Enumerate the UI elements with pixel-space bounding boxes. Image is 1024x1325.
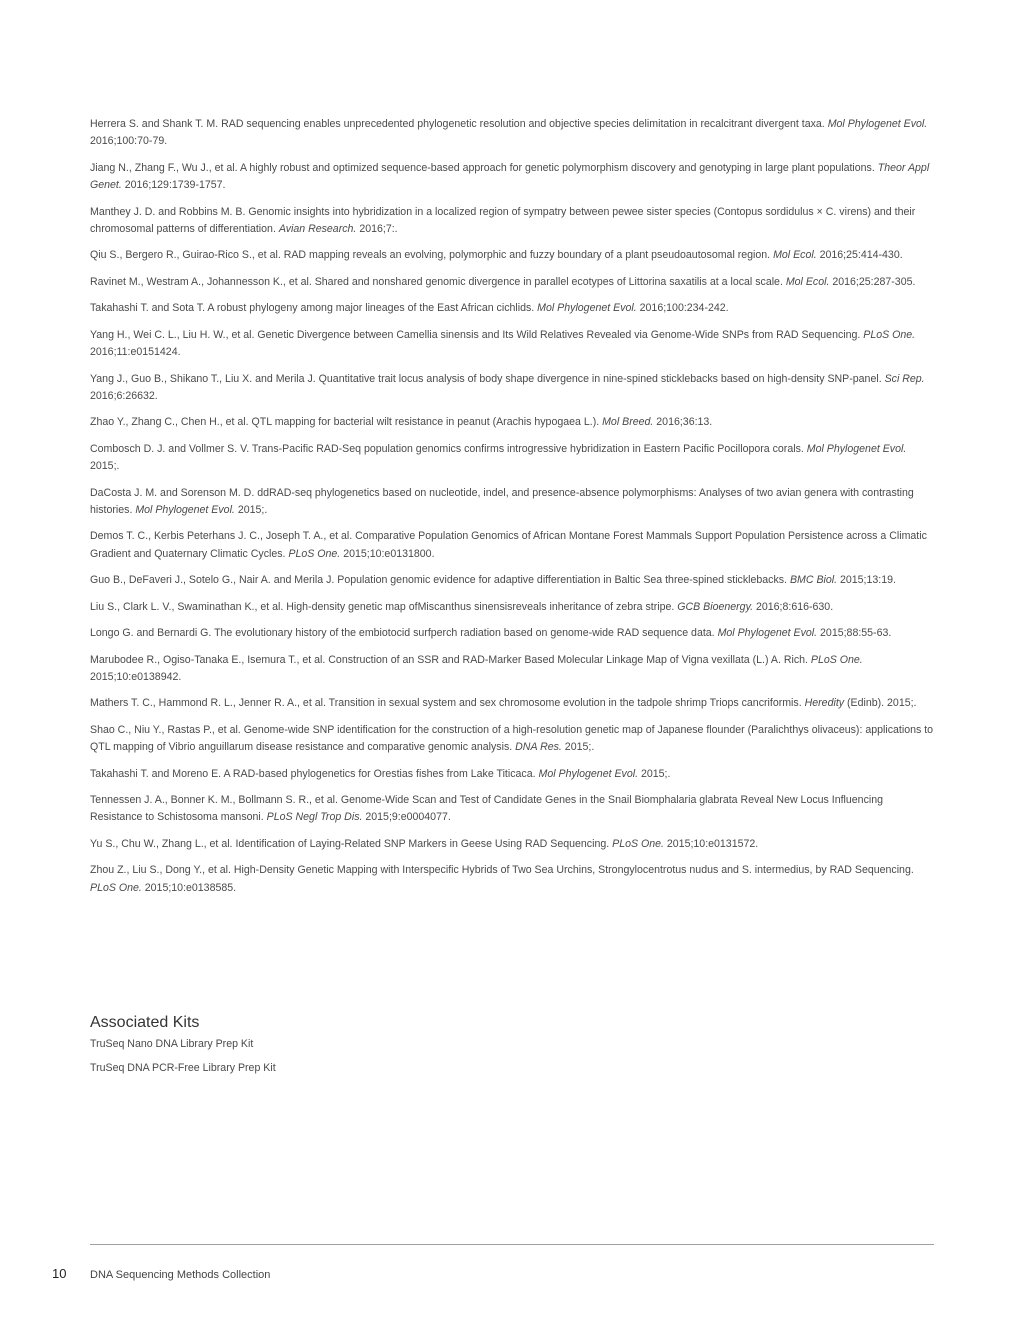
reference-text: Herrera S. and Shank T. M. RAD sequencing enables unprecedented phylogenetic resolution and objective species delimitation in recalcitrant divergent taxa.	[90, 118, 828, 130]
reference-item	[90, 204, 936, 239]
reference-citation: (Edinb). 2015;.	[844, 697, 917, 710]
reference-text: Guo B., DeFaveri J., Sotelo G., Nair A. and Merila J. Population genomic evidence for adaptive differentiation in Baltic Sea three-spined sticklebacks.	[90, 574, 790, 587]
reference-item	[90, 414, 936, 431]
reference-item	[90, 371, 936, 406]
reference-journal: Mol Ecol.	[773, 249, 817, 262]
reference-journal: Avian Research.	[278, 222, 357, 235]
reference-citation: 2016;6:26632.	[90, 389, 158, 402]
reference-text: Zhao Y., Zhang C., Chen H., et al. QTL mapping for bacterial wilt resistance in peanut (Arachis hypogaea L.).	[90, 416, 603, 429]
reference-journal: Mol Breed.	[602, 416, 654, 429]
reference-citation: 2015;13:19.	[837, 574, 896, 587]
reference-citation: 2015;.	[90, 460, 120, 473]
reference-item	[90, 116, 936, 151]
reference-text: Liu S., Clark L. V., Swaminathan K., et al. High-density genetic map ofMiscanthus sinensisreveals inheritance of zebra stripe.	[90, 600, 678, 613]
reference-text: Yang H., Wei C. L., Liu H. W., et al. Genetic Divergence between Camellia sinensis and Its Wild Relatives Revealed via Genome-Wide SNPs from RAD Sequencing.	[90, 328, 864, 341]
footer-title: DNA Sequencing Methods Collection	[90, 1269, 271, 1281]
reference-item	[90, 766, 936, 783]
reference-item	[90, 572, 936, 589]
reference-citation: 2015;.	[638, 767, 671, 780]
kit-item: TruSeq DNA PCR-Free Library Prep Kit	[90, 1062, 276, 1074]
reference-text: Longo G. and Bernardi G. The evolutionary history of the embiotocid surfperch radiation based on genome-wide RAD sequence data.	[90, 627, 718, 640]
reference-text: Jiang N., Zhang F., Wu J., et al. A highly robust and optimized sequence-based approach for genetic polymorphism discovery and genotyping in large plant populations.	[90, 161, 878, 174]
reference-citation: 2016;36:13.	[653, 416, 713, 429]
associated-kits-heading: Associated Kits	[90, 1014, 200, 1031]
reference-text: Shao C., Niu Y., Rastas P., et al. Genome-wide SNP identification for the construction of a high-resolution genetic map of Japanese flounder (Paralichthys olivaceus): applications to QTL mapping of Vibrio anguillarum disease resistance and comparative genomic analysis.	[90, 723, 934, 754]
reference-journal: Mol Phylogenet Evol.	[135, 503, 235, 516]
reference-citation: 2016;8:616-630.	[753, 600, 834, 613]
reference-citation: 2016;7:.	[356, 222, 398, 235]
reference-text: Tennessen J. A., Bonner K. M., Bollmann S. R., et al. Genome-Wide Scan and Test of Candidate Genes in the Snail Biomphalaria glabrata Reveal New Locus Influencing Resistance to Schistosoma mansoni.	[90, 794, 884, 824]
reference-journal: Mol Phylogenet Evol.	[806, 442, 907, 455]
reference-journal: PLoS One.	[612, 837, 664, 850]
reference-journal: GCB Bioenergy.	[677, 600, 754, 613]
reference-text: Yu S., Chu W., Zhang L., et al. Identification of Laying-Related SNP Markers in Geese Using RAD Sequencing.	[90, 837, 613, 850]
reference-journal: Heredity	[804, 697, 845, 710]
reference-item	[90, 695, 936, 712]
footer-divider	[90, 1244, 934, 1245]
reference-item	[90, 274, 936, 291]
reference-citation: 2016;129:1739-1757.	[121, 179, 226, 192]
reference-item	[90, 528, 936, 563]
reference-item	[90, 836, 936, 853]
reference-item	[90, 625, 936, 642]
kit-item: TruSeq Nano DNA Library Prep Kit	[90, 1038, 254, 1050]
reference-item	[90, 485, 936, 520]
reference-text: Mathers T. C., Hammond R. L., Jenner R. A., et al. Transition in sexual system and sex chromosome evolution in the tadpole shrimp Triops cancriformis.	[90, 697, 805, 710]
reference-citation: 2015;.	[561, 741, 595, 754]
reference-journal: Mol Ecol.	[785, 275, 830, 288]
reference-item	[90, 599, 936, 616]
reference-text: Ravinet M., Westram A., Johannesson K., et al. Shared and nonshared genomic divergence in parallel ecotypes of Littorina saxatilis at a local scale.	[90, 275, 786, 288]
reference-journal: Sci Rep.	[884, 372, 925, 385]
reference-journal: BMC Biol.	[789, 574, 838, 587]
reference-item	[90, 441, 936, 476]
reference-citation: 2015;10:e0131572.	[663, 837, 759, 850]
reference-journal: Mol Phylogenet Evol.	[827, 118, 928, 130]
reference-text: Demos T. C., Kerbis Peterhans J. C., Joseph T. A., et al. Comparative Population Genomics of African Montane Forest Mammals Support Population Persistence across a Climatic Gradient and Quaternary Climatic Cycles.	[90, 530, 927, 560]
reference-journal: Mol Phylogenet Evol.	[537, 302, 637, 315]
reference-item	[90, 327, 936, 362]
reference-item	[90, 300, 936, 317]
page-number: 10	[52, 1266, 67, 1281]
reference-citation: 2015;10:e0138585.	[141, 881, 237, 894]
reference-text: Combosch D. J. and Vollmer S. V. Trans-Pacific RAD-Seq population genomics confirms introgressive hybridization in Eastern Pacific Pocillopora corals.	[90, 442, 807, 455]
reference-text: Qiu S., Bergero R., Guirao-Rico S., et al. RAD mapping reveals an evolving, polymorphic and fuzzy boundary of a plant pseudoautosomal region.	[90, 249, 774, 262]
reference-citation: 2016;11:e0151424.	[90, 346, 181, 359]
reference-text: Zhou Z., Liu S., Dong Y., et al. High-Density Genetic Mapping with Interspecific Hybrids of Two Sea Urchins, Strongylocentrotus nudus and S. intermedius, by RAD Sequencing.	[90, 864, 914, 877]
reference-journal: Theor Appl Genet.	[90, 161, 930, 192]
reference-citation: 2016;100:70-79.	[90, 135, 168, 148]
reference-citation: 2015;.	[234, 503, 268, 516]
reference-text: Marubodee R., Ogiso-Tanaka E., Isemura T., et al. Construction of an SSR and RAD-Marker Based Molecular Linkage Map of Vigna vexillata (L.) A. Rich.	[90, 653, 811, 666]
reference-item	[90, 792, 936, 827]
reference-journal: PLoS Negl Trop Dis.	[266, 811, 363, 824]
reference-citation: 2015;10:e0138942.	[90, 670, 182, 683]
reference-item	[90, 652, 936, 687]
reference-journal: PLoS One.	[863, 328, 916, 341]
reference-citation: 2016;25:287-305.	[829, 275, 916, 288]
reference-text: Manthey J. D. and Robbins M. B. Genomic insights into hybridization in a localized region of sympatry between pewee sister species (Contopus sordidulus × C. virens) and their chromosomal patterns of differentiation.	[90, 205, 916, 235]
reference-journal: PLoS One.	[90, 881, 142, 894]
reference-text: Takahashi T. and Sota T. A robust phylogeny among major lineages of the East African cichlids.	[90, 302, 538, 315]
reference-citation: 2015;9:e0004077.	[362, 811, 451, 824]
reference-text: Takahashi T. and Moreno E. A RAD-based phylogenetics for Orestias fishes from Lake Titicaca.	[90, 767, 539, 780]
reference-list	[90, 116, 936, 906]
reference-text: Yang J., Guo B., Shikano T., Liu X. and Merila J. Quantitative trait locus analysis of body shape divergence in nine-spined sticklebacks based on high-density SNP-panel.	[90, 372, 885, 385]
reference-journal: Mol Phylogenet Evol.	[538, 767, 639, 780]
associated-kits-section	[90, 1013, 936, 1084]
reference-text: DaCosta J. M. and Sorenson M. D. ddRAD-seq phylogenetics based on nucleotide, indel, and presence-absence polymorphisms: Analyses of two avian genera with contrasting histories.	[90, 486, 914, 516]
reference-citation: 2016;100:234-242.	[636, 302, 729, 315]
reference-journal: PLoS One.	[288, 547, 341, 560]
reference-citation: 2015;10:e0131800.	[340, 547, 435, 560]
reference-journal: DNA Res.	[515, 741, 562, 754]
reference-item	[90, 160, 936, 195]
reference-citation: 2015;88:55-63.	[817, 627, 892, 640]
reference-journal: PLoS One.	[810, 653, 863, 666]
reference-item	[90, 862, 936, 897]
reference-journal: Mol Phylogenet Evol.	[717, 627, 818, 640]
reference-item	[90, 722, 936, 757]
reference-item	[90, 247, 936, 264]
reference-citation: 2016;25:414-430.	[816, 249, 903, 262]
